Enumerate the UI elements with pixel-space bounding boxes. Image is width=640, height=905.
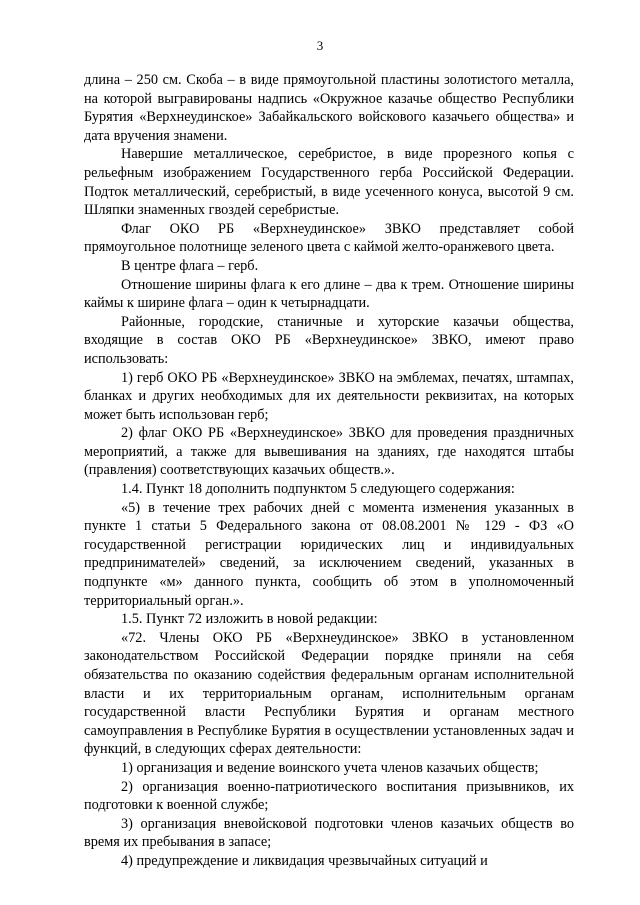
paragraph-3: Флаг ОКО РБ «Верхнеудинское» ЗВКО представляет собой прямоугольное полотнище зеленого цвета с каймой желто-оранжевого цвета. — [84, 220, 574, 256]
paragraph-8: 2) флаг ОКО РБ «Верхнеудинское» ЗВКО для проведения праздничных мероприятий, а также для вывешивания на зданиях, где находятся штабы (правления) соответствующих казачьих обществ.». — [84, 425, 574, 479]
paragraph-9: 1.4. Пункт 18 дополнить подпунктом 5 следующего содержания: — [121, 481, 515, 498]
paragraph-5: Отношение ширины флага к его длине – два к трем. Отношение ширины каймы к ширине флага – один к четырнадцати. — [84, 276, 574, 312]
paragraph-7: 1) герб ОКО РБ «Верхнеудинское» ЗВКО на эмблемах, печатях, штампах, бланках и других необходимых для их деятельности реквизитах, на которых может быть использован герб; — [84, 369, 574, 423]
paragraph-1: длина – 250 см. Скоба – в виде прямоугольной пластины золотистого металла, на которой выгравированы надпись «Окружное казачье общество Республики Бурятия «Верхнеудинское» Забайкальского войскового казачьего общества» и дата вручения знамени. — [84, 72, 574, 144]
paragraph-13: 1) организация и ведение воинского учета членов казачьих обществ; — [121, 759, 539, 776]
paragraph-14: 2) организация военно-патриотического воспитания призывников, их подготовки к военной службе; — [84, 778, 574, 814]
document-body — [84, 71, 574, 871]
paragraph-15: 3) организация вневойсковой подготовки членов казачьих обществ во время их пребывания в запасе; — [84, 815, 574, 851]
paragraph-4: В центре флага – герб. — [121, 257, 259, 274]
paragraph-11: 1.5. Пункт 72 изложить в новой редакции: — [121, 611, 378, 628]
paragraph-2: Навершие металлическое, серебристое, в виде прорезного копья с рельефным изображением Государственного герба Российской Федерации. Подток металлический, серебристый, в виде усеченного конуса, высотой 9 см. Шляпки знаменных гвоздей серебристые. — [84, 146, 574, 219]
paragraph-16: 4) предупреждение и ликвидация чрезвычайных ситуаций и — [121, 852, 488, 869]
paragraph-10: «5) в течение трех рабочих дней с момента изменения указанных в пункте 1 статьи 5 Федерального закона от 08.08.2001 № 129 - ФЗ «О государственной регистрации юридических лиц и индивидуальных предпринимателей» сведений, за исключением сведений, указанных в подпункте «м» данного пункта, сообщить об этом в уполномоченный территориальный орган.». — [84, 499, 574, 609]
paragraph-6: Районные, городские, станичные и хуторские казачьи общества, входящие в состав ОКО РБ «Верхнеудинское» ЗВКО, имеют право использовать: — [84, 313, 574, 367]
paragraph-12: «72. Члены ОКО РБ «Верхнеудинское» ЗВКО в установленном законодательством Российской Федерации порядке приняли на себя обязательства по оказанию содействия федеральным органам исполнительной власти и их территориальным органам, исполнительным органам государственной власти Республики Бурятия и органам местного самоуправления в Республике Бурятия в осуществлении установленных задач и функций, в следующих сферах деятельности: — [84, 629, 574, 758]
page-number: 3 — [316, 38, 324, 53]
